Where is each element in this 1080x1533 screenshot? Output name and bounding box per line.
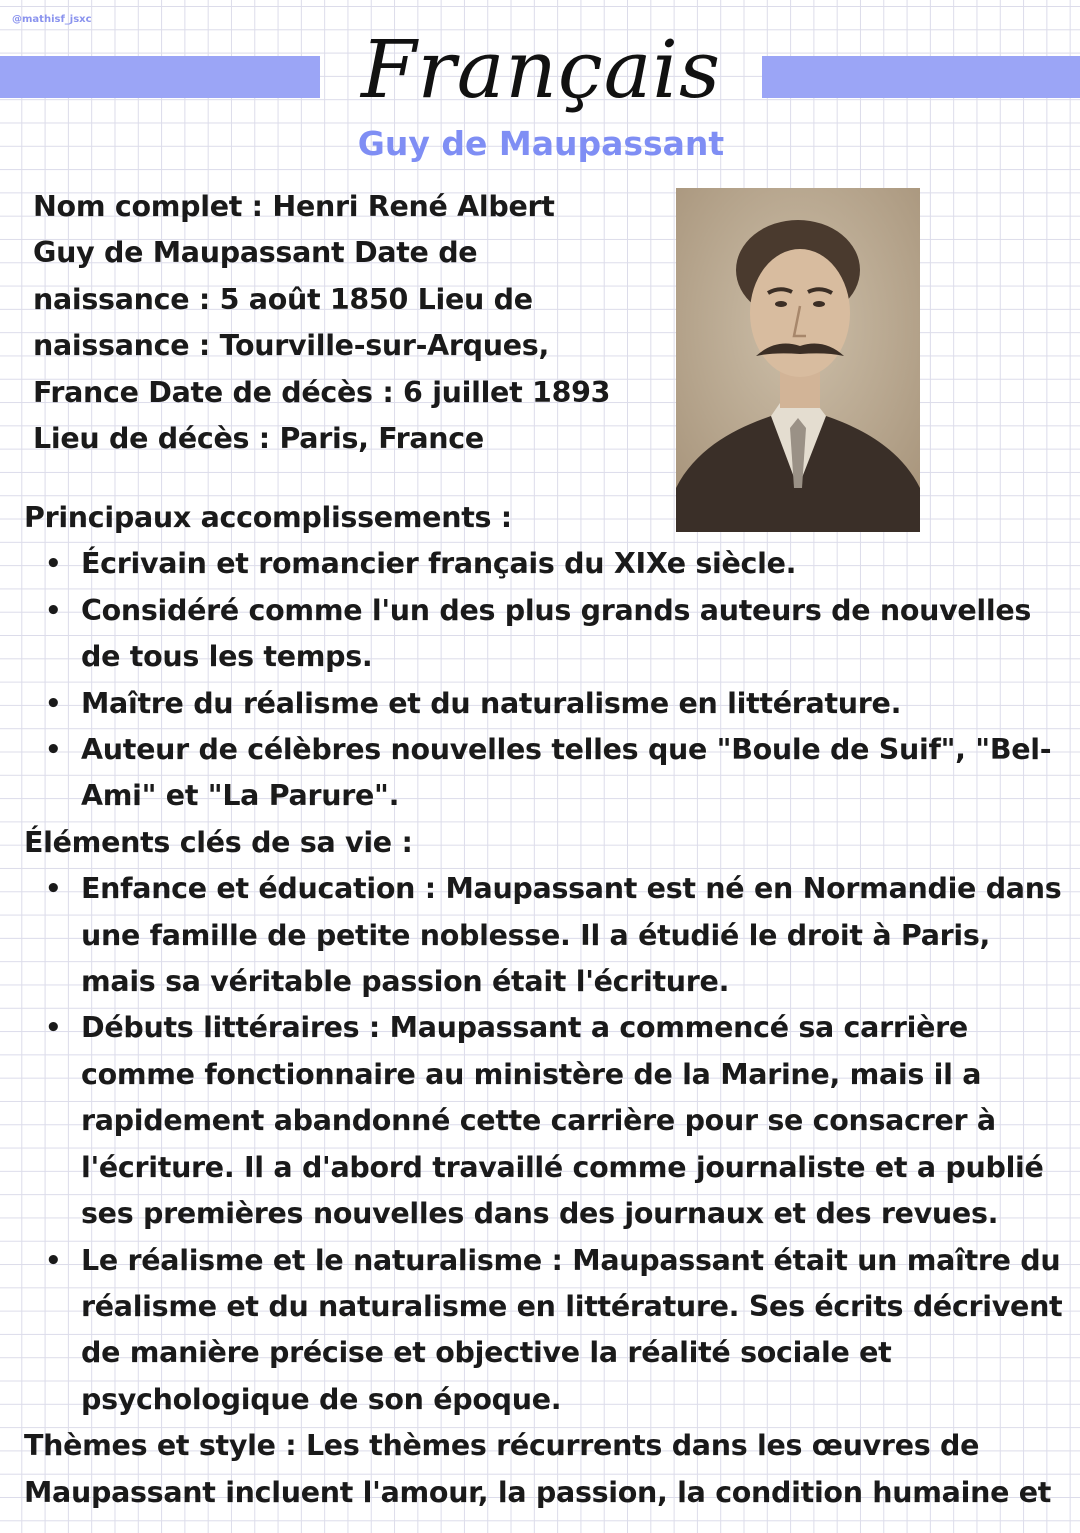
life-list [24, 866, 1064, 1423]
list-item: • Maître du réalisme et du naturalisme en littérature. [81, 681, 1064, 727]
list-item: • Enfance et éducation : Maupassant est né en Normandie dans une famille de petite noblesse. Il a étudié le droit à Paris, mais sa véritable passion était l'écriture. [81, 866, 1064, 1005]
page-title: Français [360, 23, 722, 116]
list-item: • Considéré comme l'un des plus grands auteurs de nouvelles de tous les temps. [81, 588, 1064, 681]
list-item: • Débuts littéraires : Maupassant a commencé sa carrière comme fonctionnaire au ministère de la Marine, mais il a rapidement abandonné cette carrière pour se consacrer à l'écriture. Il a d'abord travaillé comme journaliste et a publié ses premières nouvelles dans des journaux et des revues. [81, 1005, 1064, 1237]
bio-block [33, 184, 623, 462]
author-portrait [676, 188, 920, 532]
themes-paragraph: Thèmes et style : Les thèmes récurrents dans les œuvres de Maupassant incluent l'amour, la passion, la condition humaine et [24, 1429, 1052, 1509]
list-item: • Écrivain et romancier français du XIXe siècle. [81, 541, 1064, 587]
list-item: • Auteur de célèbres nouvelles telles que "Boule de Suif", "Bel-Ami" et "La Parure". [81, 727, 1064, 820]
page-subtitle: Guy de Maupassant [357, 124, 725, 163]
list-item: • Le réalisme et le naturalisme : Maupassant était un maître du réalisme et du naturalisme en littérature. Ses écrits décrivent de manière précise et objective la réalité sociale et psychologique de son époque. [81, 1238, 1064, 1424]
accomplishments-list [24, 541, 1064, 819]
author-handle: @mathisf_jsxc [12, 14, 92, 25]
main-content [24, 495, 1064, 1516]
life-heading: Éléments clés de sa vie : [24, 825, 413, 859]
title-band-right [762, 56, 1080, 98]
title-band-left [0, 56, 320, 98]
accomplishments-heading: Principaux accomplissements : [24, 501, 512, 534]
bio-text: Nom complet : Henri René Albert Guy de Maupassant Date de naissance : 5 août 1850 Lieu de naissance : Tourville-sur-Arques, France Date de décès : 6 juillet 1893 Lieu de décès : Paris, France [33, 190, 611, 456]
